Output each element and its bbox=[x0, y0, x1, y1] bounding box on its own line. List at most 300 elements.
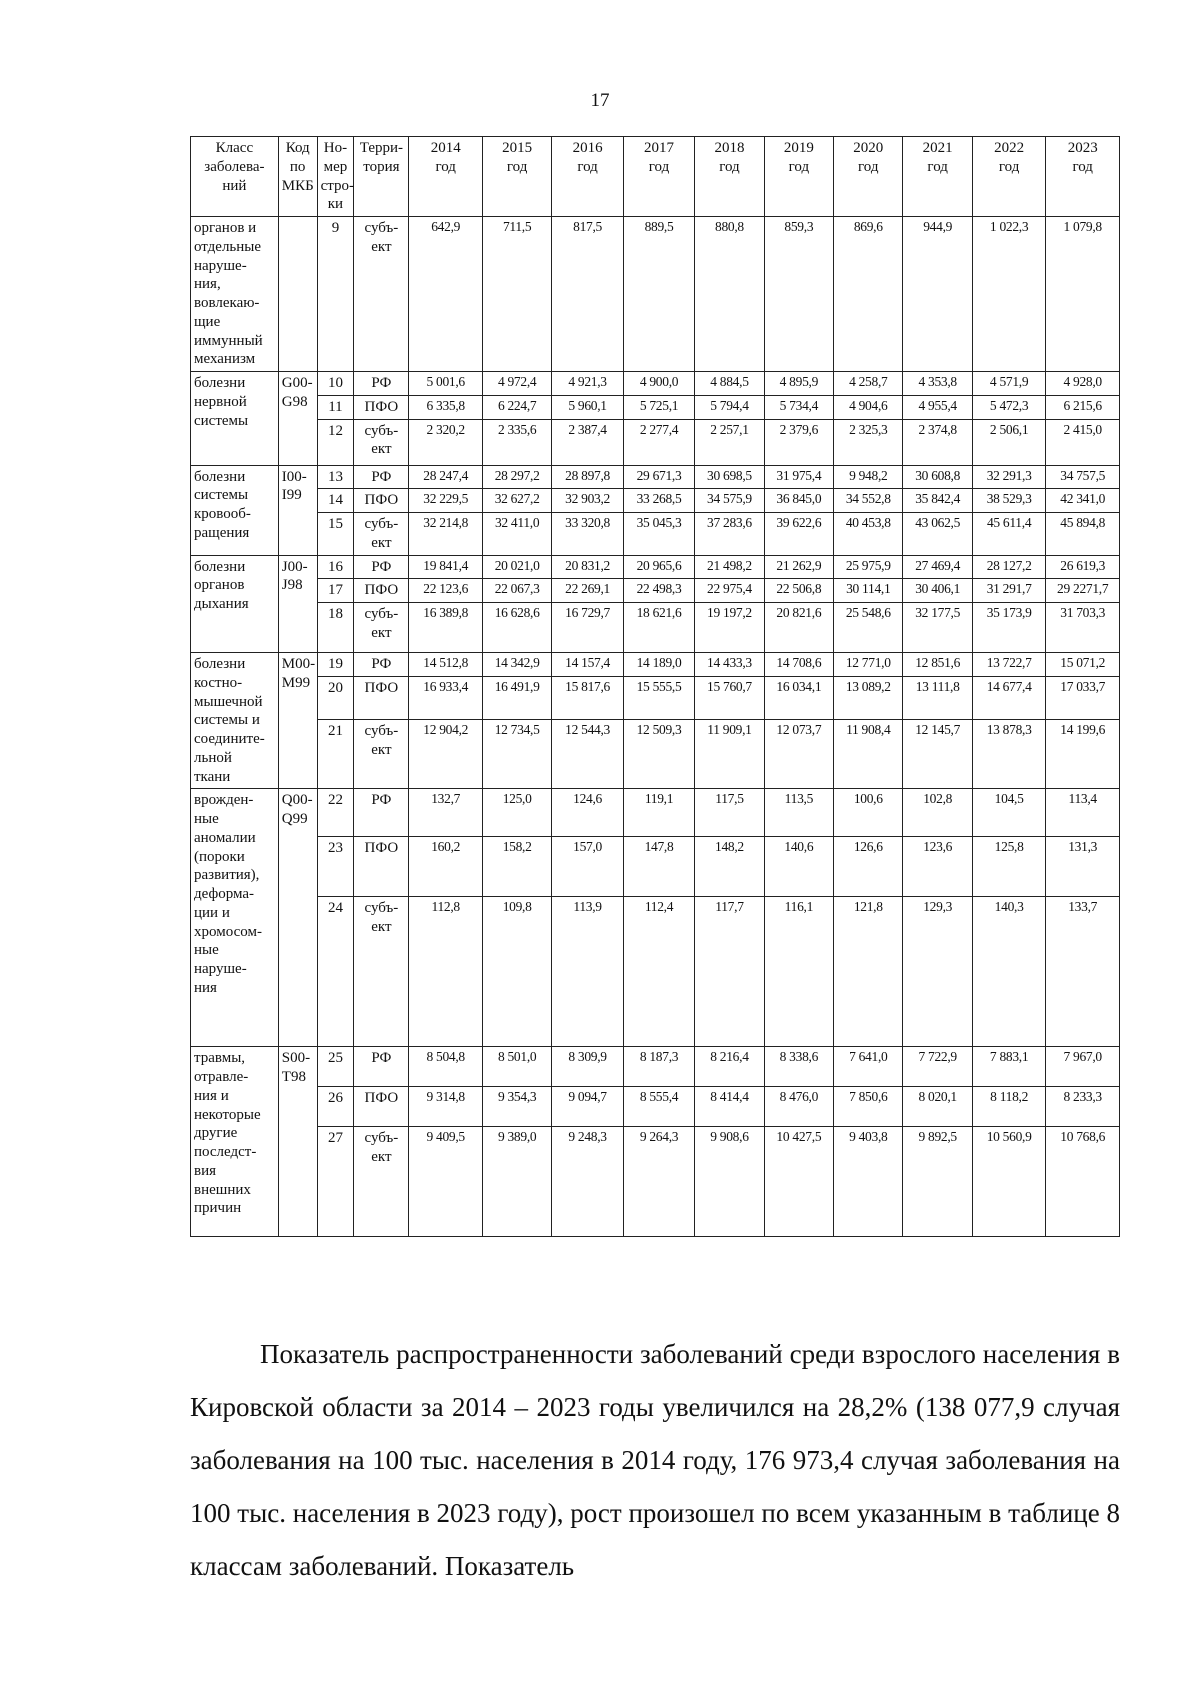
value-cell: 5 001,6 bbox=[409, 372, 483, 396]
value-cell: 4 571,9 bbox=[972, 372, 1046, 396]
value-cell: 2 320,2 bbox=[409, 419, 483, 465]
value-cell: 16 628,6 bbox=[482, 603, 551, 653]
value-cell: 129,3 bbox=[903, 897, 972, 1047]
value-cell: 8 338,6 bbox=[764, 1047, 833, 1087]
value-cell: 102,8 bbox=[903, 789, 972, 837]
value-cell: 113,5 bbox=[764, 789, 833, 837]
value-cell: 7 641,0 bbox=[834, 1047, 903, 1087]
icd-code-label: S00- T98 bbox=[281, 1050, 311, 1085]
disease-class-cell bbox=[191, 372, 279, 466]
value-cell: 29 671,3 bbox=[623, 465, 694, 489]
value-cell: 12 145,7 bbox=[903, 720, 972, 789]
value-cell: 158,2 bbox=[482, 837, 551, 897]
value-cell: 6 224,7 bbox=[482, 395, 551, 419]
icd-code-cell bbox=[278, 465, 317, 555]
value-cell: 45 894,8 bbox=[1046, 513, 1120, 556]
value-cell: 12 734,5 bbox=[482, 720, 551, 789]
value-cell: 22 498,3 bbox=[623, 579, 694, 603]
disease-class-cell bbox=[191, 789, 279, 1047]
territory-label: РФ bbox=[371, 375, 392, 391]
value-cell: 113,4 bbox=[1046, 789, 1120, 837]
value-cell: 43 062,5 bbox=[903, 513, 972, 556]
disease-class-label: врожден- ные аномалии (пороки развития), деформа- ции и хромосом- ные наруше- ния bbox=[194, 792, 262, 996]
value-cell: 14 342,9 bbox=[482, 653, 551, 677]
value-cell: 8 504,8 bbox=[409, 1047, 483, 1087]
value-cell: 711,5 bbox=[482, 217, 551, 372]
value-cell: 8 216,4 bbox=[695, 1047, 764, 1087]
disease-class-cell bbox=[191, 217, 279, 372]
value-cell: 34 757,5 bbox=[1046, 465, 1120, 489]
value-cell: 7 967,0 bbox=[1046, 1047, 1120, 1087]
value-cell: 16 933,4 bbox=[409, 677, 483, 720]
row-number-cell: 10 bbox=[317, 372, 354, 396]
territory-cell bbox=[354, 897, 409, 1047]
row-number-cell: 27 bbox=[317, 1127, 354, 1237]
value-cell: 8 555,4 bbox=[623, 1087, 694, 1127]
value-cell: 38 529,3 bbox=[972, 489, 1046, 513]
value-cell: 2 257,1 bbox=[695, 419, 764, 465]
value-cell: 30 114,1 bbox=[834, 579, 903, 603]
value-cell: 817,5 bbox=[552, 217, 623, 372]
territory-label: РФ bbox=[371, 1050, 392, 1067]
value-cell: 20 021,0 bbox=[482, 555, 551, 579]
value-cell: 157,0 bbox=[552, 837, 623, 897]
row-number-cell: 12 bbox=[317, 419, 354, 465]
value-cell: 9 094,7 bbox=[552, 1087, 623, 1127]
row-number-cell: 15 bbox=[317, 513, 354, 556]
value-cell: 18 621,6 bbox=[623, 603, 694, 653]
value-cell: 19 841,4 bbox=[409, 555, 483, 579]
header-year: 2019 год bbox=[764, 137, 833, 217]
value-cell: 12 544,3 bbox=[552, 720, 623, 789]
value-cell: 14 157,4 bbox=[552, 653, 623, 677]
table-row bbox=[191, 1127, 1120, 1237]
value-cell: 14 189,0 bbox=[623, 653, 694, 677]
value-cell: 2 277,4 bbox=[623, 419, 694, 465]
value-cell: 9 354,3 bbox=[482, 1087, 551, 1127]
header-year: 2022 год bbox=[972, 137, 1046, 217]
value-cell: 36 845,0 bbox=[764, 489, 833, 513]
value-cell: 12 509,3 bbox=[623, 720, 694, 789]
value-cell: 25 548,6 bbox=[834, 603, 903, 653]
value-cell: 132,7 bbox=[409, 789, 483, 837]
header-year: 2018 год bbox=[695, 137, 764, 217]
disease-class-label: болезни органов дыхания bbox=[194, 558, 249, 612]
value-cell: 109,8 bbox=[482, 897, 551, 1047]
value-cell: 20 821,6 bbox=[764, 603, 833, 653]
value-cell: 117,5 bbox=[695, 789, 764, 837]
territory-cell bbox=[354, 677, 409, 720]
value-cell: 125,0 bbox=[482, 789, 551, 837]
value-cell: 19 197,2 bbox=[695, 603, 764, 653]
value-cell: 4 895,9 bbox=[764, 372, 833, 396]
value-cell: 8 118,2 bbox=[972, 1087, 1046, 1127]
value-cell: 40 453,8 bbox=[834, 513, 903, 556]
value-cell: 33 320,8 bbox=[552, 513, 623, 556]
value-cell: 2 387,4 bbox=[552, 419, 623, 465]
value-cell: 5 725,1 bbox=[623, 395, 694, 419]
territory-cell bbox=[354, 1087, 409, 1127]
territory-label: РФ bbox=[371, 792, 392, 809]
table-row bbox=[191, 677, 1120, 720]
row-number-cell: 26 bbox=[317, 1087, 354, 1127]
disease-class-label: болезни костно- мышечной системы и соедините- льной ткани bbox=[194, 656, 265, 785]
header-year: 2014 год bbox=[409, 137, 483, 217]
disease-class-cell bbox=[191, 555, 279, 653]
value-cell: 16 729,7 bbox=[552, 603, 623, 653]
value-cell: 5 734,4 bbox=[764, 395, 833, 419]
value-cell: 29 2271,7 bbox=[1046, 579, 1120, 603]
table-row bbox=[191, 489, 1120, 513]
territory-label: субъ- ект bbox=[364, 516, 399, 551]
value-cell: 37 283,6 bbox=[695, 513, 764, 556]
value-cell: 32 177,5 bbox=[903, 603, 972, 653]
header-year: 2021 год bbox=[903, 137, 972, 217]
value-cell: 2 415,0 bbox=[1046, 419, 1120, 465]
value-cell: 5 794,4 bbox=[695, 395, 764, 419]
value-cell: 642,9 bbox=[409, 217, 483, 372]
value-cell: 4 884,5 bbox=[695, 372, 764, 396]
icd-code-cell bbox=[278, 555, 317, 653]
disease-class-cell bbox=[191, 1047, 279, 1237]
row-number-cell: 23 bbox=[317, 837, 354, 897]
table-row bbox=[191, 395, 1120, 419]
table-row bbox=[191, 789, 1120, 837]
value-cell: 21 498,2 bbox=[695, 555, 764, 579]
value-cell: 14 512,8 bbox=[409, 653, 483, 677]
table-row bbox=[191, 555, 1120, 579]
table-row bbox=[191, 1047, 1120, 1087]
value-cell: 42 341,0 bbox=[1046, 489, 1120, 513]
value-cell: 116,1 bbox=[764, 897, 833, 1047]
value-cell: 22 975,4 bbox=[695, 579, 764, 603]
territory-label: ПФО bbox=[364, 840, 399, 857]
territory-label: субъ- ект bbox=[364, 900, 399, 935]
value-cell: 100,6 bbox=[834, 789, 903, 837]
value-cell: 9 908,6 bbox=[695, 1127, 764, 1237]
row-number-cell: 20 bbox=[317, 677, 354, 720]
row-number-cell: 21 bbox=[317, 720, 354, 789]
header-year: 2015 год bbox=[482, 137, 551, 217]
territory-cell bbox=[354, 489, 409, 513]
value-cell: 14 677,4 bbox=[972, 677, 1046, 720]
value-cell: 4 972,4 bbox=[482, 372, 551, 396]
icd-code-cell bbox=[278, 372, 317, 466]
value-cell: 140,3 bbox=[972, 897, 1046, 1047]
value-cell: 30 608,8 bbox=[903, 465, 972, 489]
value-cell: 28 247,4 bbox=[409, 465, 483, 489]
value-cell: 7 722,9 bbox=[903, 1047, 972, 1087]
value-cell: 22 269,1 bbox=[552, 579, 623, 603]
value-cell: 8 187,3 bbox=[623, 1047, 694, 1087]
value-cell: 2 506,1 bbox=[972, 419, 1046, 465]
value-cell: 17 033,7 bbox=[1046, 677, 1120, 720]
territory-label: субъ- ект bbox=[364, 422, 399, 458]
disease-class-cell bbox=[191, 465, 279, 555]
value-cell: 20 831,2 bbox=[552, 555, 623, 579]
value-cell: 16 389,8 bbox=[409, 603, 483, 653]
value-cell: 9 892,5 bbox=[903, 1127, 972, 1237]
value-cell: 12 073,7 bbox=[764, 720, 833, 789]
value-cell: 21 262,9 bbox=[764, 555, 833, 579]
value-cell: 32 214,8 bbox=[409, 513, 483, 556]
value-cell: 6 335,8 bbox=[409, 395, 483, 419]
row-number-cell: 18 bbox=[317, 603, 354, 653]
value-cell: 11 908,4 bbox=[834, 720, 903, 789]
row-number-cell: 17 bbox=[317, 579, 354, 603]
value-cell: 4 921,3 bbox=[552, 372, 623, 396]
territory-label: ПФО bbox=[364, 398, 399, 415]
header-code: Код по МКБ bbox=[278, 137, 317, 217]
value-cell: 16 034,1 bbox=[764, 677, 833, 720]
territory-label: субъ- ект bbox=[364, 1130, 399, 1165]
value-cell: 1 022,3 bbox=[972, 217, 1046, 372]
row-number-cell: 19 bbox=[317, 653, 354, 677]
disease-class-cell bbox=[191, 653, 279, 789]
value-cell: 880,8 bbox=[695, 217, 764, 372]
table-row bbox=[191, 372, 1120, 396]
table-row bbox=[191, 1087, 1120, 1127]
body-paragraph: Показатель распространенности заболеваний среди взрослого населения в Кировской области за 2014 – 2023 годы увеличился на 28,2% (138 077,9 случая заболевания на 100 тыс. населения в 2014 году, 176 973,4 случая заболевания на 100 тыс. населения в 2023 году), рост произошел по всем указанным в таблице 8 классам заболеваний. Показатель bbox=[190, 1339, 1120, 1581]
value-cell: 7 883,1 bbox=[972, 1047, 1046, 1087]
table-header-row bbox=[191, 137, 1120, 217]
value-cell: 31 703,3 bbox=[1046, 603, 1120, 653]
territory-label: РФ bbox=[371, 468, 392, 485]
value-cell: 30 406,1 bbox=[903, 579, 972, 603]
value-cell: 123,6 bbox=[903, 837, 972, 897]
value-cell: 28 127,2 bbox=[972, 555, 1046, 579]
value-cell: 13 878,3 bbox=[972, 720, 1046, 789]
value-cell: 126,6 bbox=[834, 837, 903, 897]
territory-label: ПФО bbox=[364, 582, 399, 599]
value-cell: 124,6 bbox=[552, 789, 623, 837]
value-cell: 119,1 bbox=[623, 789, 694, 837]
icd-code-cell bbox=[278, 217, 317, 372]
value-cell: 2 325,3 bbox=[834, 419, 903, 465]
value-cell: 39 622,6 bbox=[764, 513, 833, 556]
value-cell: 6 215,6 bbox=[1046, 395, 1120, 419]
value-cell: 28 897,8 bbox=[552, 465, 623, 489]
value-cell: 22 067,3 bbox=[482, 579, 551, 603]
value-cell: 13 722,7 bbox=[972, 653, 1046, 677]
territory-cell bbox=[354, 395, 409, 419]
territory-cell bbox=[354, 579, 409, 603]
value-cell: 14 199,6 bbox=[1046, 720, 1120, 789]
territory-cell bbox=[354, 1127, 409, 1237]
header-year: 2017 год bbox=[623, 137, 694, 217]
value-cell: 22 506,8 bbox=[764, 579, 833, 603]
icd-code-cell bbox=[278, 1047, 317, 1237]
value-cell: 45 611,4 bbox=[972, 513, 1046, 556]
value-cell: 4 353,8 bbox=[903, 372, 972, 396]
table-row bbox=[191, 897, 1120, 1047]
icd-code-cell bbox=[278, 653, 317, 789]
table-row bbox=[191, 579, 1120, 603]
value-cell: 8 414,4 bbox=[695, 1087, 764, 1127]
territory-label: РФ bbox=[371, 558, 392, 575]
row-number-cell: 25 bbox=[317, 1047, 354, 1087]
value-cell: 869,6 bbox=[834, 217, 903, 372]
value-cell: 12 851,6 bbox=[903, 653, 972, 677]
row-number-cell: 24 bbox=[317, 897, 354, 1047]
header-year: 2023 год bbox=[1046, 137, 1120, 217]
table-row bbox=[191, 513, 1120, 556]
territory-cell bbox=[354, 789, 409, 837]
table-body bbox=[191, 217, 1120, 1237]
value-cell: 10 768,6 bbox=[1046, 1127, 1120, 1237]
value-cell: 10 560,9 bbox=[972, 1127, 1046, 1237]
value-cell: 2 335,6 bbox=[482, 419, 551, 465]
value-cell: 104,5 bbox=[972, 789, 1046, 837]
territory-label: РФ bbox=[371, 656, 392, 672]
value-cell: 8 020,1 bbox=[903, 1087, 972, 1127]
row-number-cell: 16 bbox=[317, 555, 354, 579]
value-cell: 112,8 bbox=[409, 897, 483, 1047]
value-cell: 16 491,9 bbox=[482, 677, 551, 720]
disease-class-label: органов и отдельные наруше- ния, вовлекаю- щие иммунный механизм bbox=[194, 220, 263, 368]
value-cell: 28 297,2 bbox=[482, 465, 551, 489]
value-cell: 2 374,8 bbox=[903, 419, 972, 465]
value-cell: 14 433,3 bbox=[695, 653, 764, 677]
disease-class-label: болезни системы кровооб- ращения bbox=[194, 468, 251, 541]
value-cell: 20 965,6 bbox=[623, 555, 694, 579]
icd-code-label: G00- G98 bbox=[281, 375, 313, 410]
value-cell: 35 045,3 bbox=[623, 513, 694, 556]
value-cell: 13 111,8 bbox=[903, 677, 972, 720]
territory-cell bbox=[354, 372, 409, 396]
table-row bbox=[191, 720, 1120, 789]
territory-label: ПФО bbox=[364, 1090, 399, 1107]
value-cell: 31 291,7 bbox=[972, 579, 1046, 603]
value-cell: 5 472,3 bbox=[972, 395, 1046, 419]
value-cell: 14 708,6 bbox=[764, 653, 833, 677]
row-number-cell: 13 bbox=[317, 465, 354, 489]
table-row bbox=[191, 653, 1120, 677]
value-cell: 12 771,0 bbox=[834, 653, 903, 677]
value-cell: 32 291,3 bbox=[972, 465, 1046, 489]
row-number-cell: 14 bbox=[317, 489, 354, 513]
value-cell: 26 619,3 bbox=[1046, 555, 1120, 579]
table-row bbox=[191, 603, 1120, 653]
value-cell: 889,5 bbox=[623, 217, 694, 372]
value-cell: 8 501,0 bbox=[482, 1047, 551, 1087]
value-cell: 22 123,6 bbox=[409, 579, 483, 603]
territory-label: субъ- ект bbox=[364, 723, 399, 758]
header-class: Класс заболева- ний bbox=[191, 137, 279, 217]
territory-cell bbox=[354, 653, 409, 677]
header-year: 2016 год bbox=[552, 137, 623, 217]
table-row bbox=[191, 217, 1120, 372]
value-cell: 8 309,9 bbox=[552, 1047, 623, 1087]
territory-label: ПФО bbox=[364, 680, 399, 697]
value-cell: 15 071,2 bbox=[1046, 653, 1120, 677]
value-cell: 7 850,6 bbox=[834, 1087, 903, 1127]
value-cell: 31 975,4 bbox=[764, 465, 833, 489]
value-cell: 15 555,5 bbox=[623, 677, 694, 720]
value-cell: 32 627,2 bbox=[482, 489, 551, 513]
value-cell: 117,7 bbox=[695, 897, 764, 1047]
value-cell: 133,7 bbox=[1046, 897, 1120, 1047]
page-number: 17 bbox=[590, 90, 610, 111]
territory-cell bbox=[354, 1047, 409, 1087]
value-cell: 113,9 bbox=[552, 897, 623, 1047]
value-cell: 140,6 bbox=[764, 837, 833, 897]
territory-cell bbox=[354, 513, 409, 556]
value-cell: 4 900,0 bbox=[623, 372, 694, 396]
value-cell: 112,4 bbox=[623, 897, 694, 1047]
value-cell: 148,2 bbox=[695, 837, 764, 897]
value-cell: 4 904,6 bbox=[834, 395, 903, 419]
territory-cell bbox=[354, 720, 409, 789]
value-cell: 147,8 bbox=[623, 837, 694, 897]
value-cell: 11 909,1 bbox=[695, 720, 764, 789]
value-cell: 8 233,3 bbox=[1046, 1087, 1120, 1127]
disease-class-label: травмы, отравле- ния и некоторые другие последст- вия внешних причин bbox=[194, 1050, 261, 1217]
value-cell: 944,9 bbox=[903, 217, 972, 372]
header-year: 2020 год bbox=[834, 137, 903, 217]
value-cell: 35 842,4 bbox=[903, 489, 972, 513]
value-cell: 9 314,8 bbox=[409, 1087, 483, 1127]
value-cell: 1 079,8 bbox=[1046, 217, 1120, 372]
value-cell: 859,3 bbox=[764, 217, 833, 372]
territory-cell bbox=[354, 465, 409, 489]
value-cell: 30 698,5 bbox=[695, 465, 764, 489]
value-cell: 2 379,6 bbox=[764, 419, 833, 465]
table-row bbox=[191, 465, 1120, 489]
value-cell: 131,3 bbox=[1046, 837, 1120, 897]
value-cell: 4 258,7 bbox=[834, 372, 903, 396]
row-number-cell: 9 bbox=[317, 217, 354, 372]
value-cell: 32 229,5 bbox=[409, 489, 483, 513]
territory-cell bbox=[354, 419, 409, 465]
icd-code-label: M00- M99 bbox=[281, 656, 316, 691]
territory-cell bbox=[354, 603, 409, 653]
row-number-cell: 22 bbox=[317, 789, 354, 837]
value-cell: 9 248,3 bbox=[552, 1127, 623, 1237]
value-cell: 5 960,1 bbox=[552, 395, 623, 419]
icd-code-label: Q00- Q99 bbox=[281, 792, 313, 827]
value-cell: 35 173,9 bbox=[972, 603, 1046, 653]
value-cell: 15 817,6 bbox=[552, 677, 623, 720]
morbidity-table bbox=[190, 136, 1120, 1237]
value-cell: 13 089,2 bbox=[834, 677, 903, 720]
value-cell: 9 389,0 bbox=[482, 1127, 551, 1237]
value-cell: 8 476,0 bbox=[764, 1087, 833, 1127]
disease-class-label: болезни нервной системы bbox=[194, 375, 249, 429]
value-cell: 125,8 bbox=[972, 837, 1046, 897]
value-cell: 34 575,9 bbox=[695, 489, 764, 513]
icd-code-label: I00- I99 bbox=[281, 468, 307, 504]
territory-label: субъ- ект bbox=[364, 220, 399, 255]
territory-cell bbox=[354, 837, 409, 897]
value-cell: 33 268,5 bbox=[623, 489, 694, 513]
header-territory: Терри- тория bbox=[354, 137, 409, 217]
value-cell: 15 760,7 bbox=[695, 677, 764, 720]
value-cell: 4 955,4 bbox=[903, 395, 972, 419]
icd-code-label: J00- J98 bbox=[281, 558, 308, 594]
value-cell: 9 409,5 bbox=[409, 1127, 483, 1237]
value-cell: 9 948,2 bbox=[834, 465, 903, 489]
territory-cell bbox=[354, 217, 409, 372]
value-cell: 32 411,0 bbox=[482, 513, 551, 556]
territory-cell bbox=[354, 555, 409, 579]
value-cell: 9 264,3 bbox=[623, 1127, 694, 1237]
value-cell: 121,8 bbox=[834, 897, 903, 1047]
value-cell: 25 975,9 bbox=[834, 555, 903, 579]
value-cell: 27 469,4 bbox=[903, 555, 972, 579]
table-row bbox=[191, 837, 1120, 897]
value-cell: 10 427,5 bbox=[764, 1127, 833, 1237]
